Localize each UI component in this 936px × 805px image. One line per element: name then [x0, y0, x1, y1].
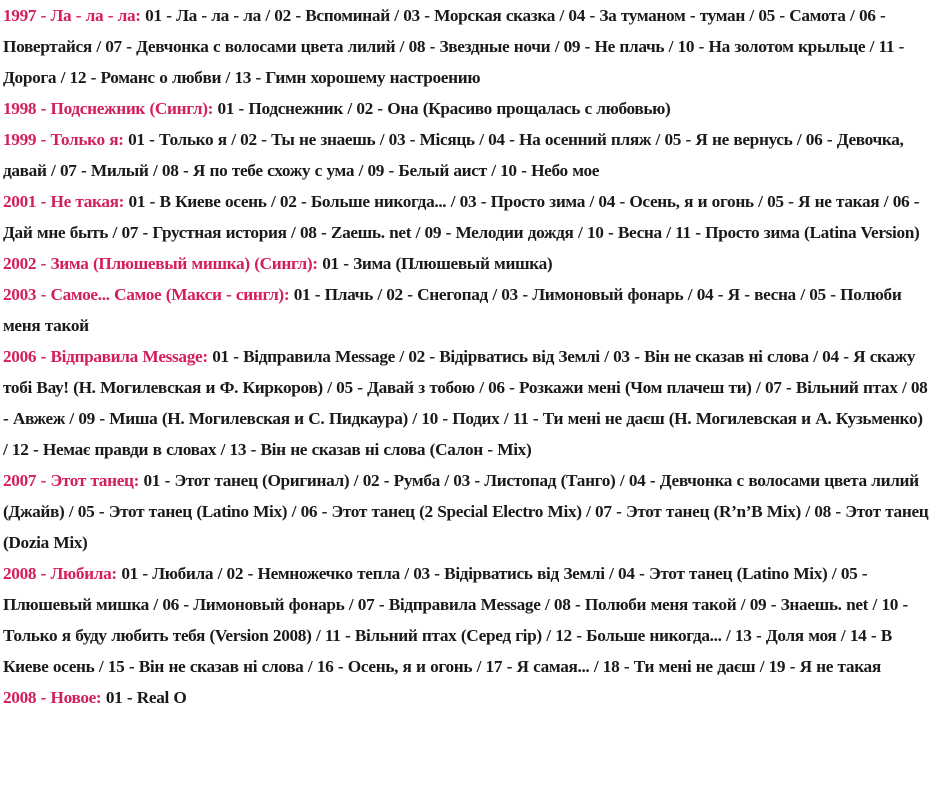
album-heading: 2003 - Самое... Самое (Макси - сингл): [3, 285, 290, 304]
album-entry-2001 [3, 186, 931, 248]
album-tracklist: 01 - Відправила Message / 02 - Відірватись від Землі / 03 - Він не сказав ні слова / 04 - Я скажу тобі Вау! (Н. Могилевская и Ф. Киркоров) / 05 - Давай з тобою / 06 - Розкажи мені (Чом плачеш ти) / 07 - Вільний птах / 08 - Авжеж / 09 - Миша (Н. Могилевская и С. Пидкаура) / 10 - Подих / 11 - Ти мені не даєш (Н. Могилевская и А. Кузьменко) / 12 - Немає правди в словах / 13 - Він не сказав ні слова (Салон - Mix) [3, 347, 928, 459]
album-entry-2008-novoe [3, 682, 931, 713]
album-entry-1999 [3, 124, 931, 186]
album-heading: 2007 - Этот танец: [3, 471, 140, 490]
discography-list [3, 0, 931, 713]
album-tracklist: 01 - Плачь / 02 - Снегопад / 03 - Лимоновый фонарь / 04 - Я - весна / 05 - Полюби меня такой [3, 285, 902, 335]
album-heading: 1997 - Ла - ла - ла: [3, 6, 141, 25]
album-entry-2002 [3, 248, 931, 279]
album-entry-2003 [3, 279, 931, 341]
album-tracklist: 01 - Зима (Плюшевый мишка) [317, 254, 553, 273]
album-entry-2008-lyubila [3, 558, 931, 682]
album-tracklist: 01 - В Киеве осень / 02 - Больше никогда... / 03 - Просто зима / 04 - Осень, я и огонь / 05 - Я не такая / 06 - Дай мне быть / 07 - Грустная история / 08 - Zаешь. net / 09 - Мелодии дождя / 10 - Весна / 11 - Просто зима (Latina Version) [3, 192, 920, 242]
album-tracklist: 01 - Этот танец (Оригинал) / 02 - Румба / 03 - Листопад (Танго) / 04 - Девчонка с волосами цвета лилий (Джайв) / 05 - Этот танец (Latino Mix) / 06 - Этот танец (2 Special Electro Mix) / 07 - Этот танец (R’n’B Mix) / 08 - Этот танец (Dozia Mix) [3, 471, 929, 552]
album-heading: 2006 - Відправила Message: [3, 347, 208, 366]
album-tracklist: 01 - Подснежник / 02 - Она (Красиво прощалась с любовью) [213, 99, 671, 118]
album-entry-1998 [3, 93, 931, 124]
album-heading: 2001 - Не такая: [3, 192, 125, 211]
album-tracklist: 01 - Real O [101, 688, 187, 707]
album-heading: 1998 - Подснежник (Сингл): [3, 99, 214, 118]
album-heading: 2008 - Любила: [3, 564, 117, 583]
album-tracklist: 01 - Ла - ла - ла / 02 - Вспоминай / 03 - Морская сказка / 04 - За туманом - туман / 05 - Самота / 06 - Повертайся / 07 - Девчонка с волосами цвета лилий / 08 - Звездные ночи / 09 - Не плачь / 10 - На золотом крыльце / 11 - Дорога / 12 - Романс о любви / 13 - Гимн хорошему настроению [3, 6, 905, 87]
album-entry-2006 [3, 341, 931, 465]
album-tracklist: 01 - Только я / 02 - Ты не знаешь / 03 - Місяць / 04 - На осенний пляж / 05 - Я не вернусь / 06 - Девочка, давай / 07 - Милый / 08 - Я по тебе схожу с ума / 09 - Белый аист / 10 - Небо мое [3, 130, 904, 180]
album-heading: 1999 - Только я: [3, 130, 124, 149]
album-heading: 2008 - Новое: [3, 688, 102, 707]
album-tracklist: 01 - Любила / 02 - Немножечко тепла / 03 - Відірватись від Землі / 04 - Этот танец (Latino Mix) / 05 - Плюшевый мишка / 06 - Лимоновый фонарь / 07 - Відправила Message / 08 - Полюби меня такой / 09 - Знаешь. net / 10 - Только я буду любить тебя (Version 2008) / 11 - Вільний птах (Серед гір) / 12 - Больше никогда... / 13 - Доля моя / 14 - В Киеве осень / 15 - Він не сказав ні слова / 16 - Осень, я и огонь / 17 - Я самая... / 18 - Ти мені не даєш / 19 - Я не такая [3, 564, 908, 676]
album-entry-2007 [3, 465, 931, 558]
album-entry-1997 [3, 0, 931, 93]
album-heading: 2002 - Зима (Плюшевый мишка) (Сингл): [3, 254, 318, 273]
